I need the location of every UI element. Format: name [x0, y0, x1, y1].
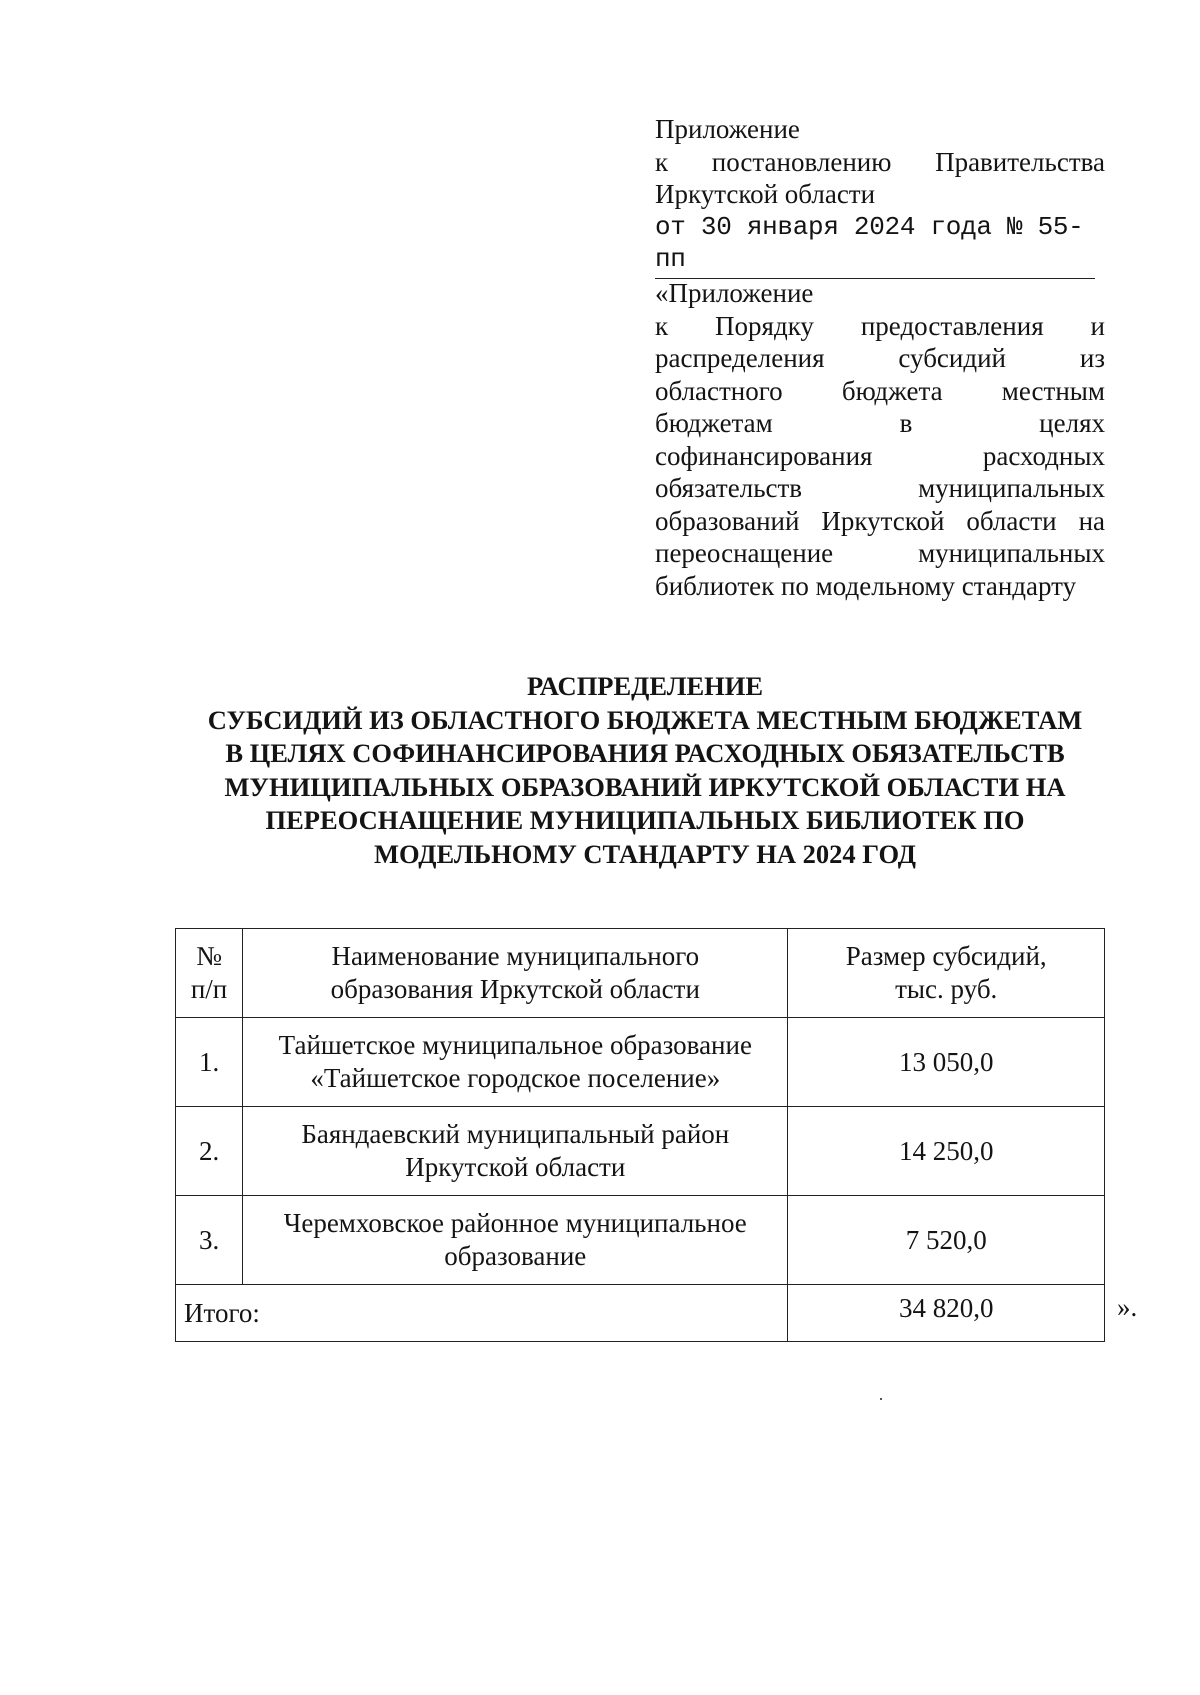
table-row — [176, 1196, 1105, 1285]
appendix-to-decree: к постановлению Правительства — [655, 146, 1105, 177]
total-row — [176, 1285, 1105, 1342]
procedure-appendix-line: обязательств муниципальных — [655, 473, 1105, 503]
total-value: 34 820,0 — [788, 1285, 1105, 1342]
procedure-appendix-line: софинансирования расходных — [655, 440, 1105, 471]
title-line: СУБСИДИЙ ИЗ ОБЛАСТНОГО БЮДЖЕТА МЕСТНЫМ БЮДЖЕТАМ — [207, 704, 1083, 735]
procedure-appendix-block — [655, 277, 1105, 602]
row-municipality — [243, 1196, 788, 1285]
header-municipality-line: образования Иркутской области — [330, 974, 700, 1004]
header-number — [176, 929, 243, 1018]
procedure-appendix-line: «Приложение — [655, 278, 814, 308]
title-line: ПЕРЕОСНАЩЕНИЕ МУНИЦИПАЛЬНЫХ БИБЛИОТЕК ПО — [265, 805, 1025, 835]
scan-speck — [880, 1398, 882, 1400]
procedure-appendix-line: областного бюджета местным — [655, 375, 1105, 406]
table-row — [176, 1018, 1105, 1107]
appendix-region: Иркутской области — [655, 179, 876, 209]
header-municipality — [243, 929, 788, 1018]
row-number: 1. — [176, 1018, 243, 1107]
row-municipality — [243, 1107, 788, 1196]
title-line: РАСПРЕДЕЛЕНИЕ — [526, 671, 764, 701]
procedure-appendix-line: переоснащение муниципальных — [655, 538, 1105, 568]
row-municipality — [243, 1018, 788, 1107]
row-municipality-line: «Тайшетское городское поселение» — [310, 1063, 721, 1093]
row-municipality-line: Черемховское районное муниципальное — [283, 1208, 747, 1238]
procedure-appendix-line: образований Иркутской области на — [655, 505, 1105, 536]
table-row — [176, 1107, 1105, 1196]
document-title — [150, 670, 1140, 871]
title-line: МУНИЦИПАЛЬНЫХ ОБРАЗОВАНИЙ ИРКУТСКОЙ ОБЛАСТИ НА — [224, 771, 1066, 802]
row-amount: 13 050,0 — [788, 1018, 1105, 1107]
header-amount-line: Размер субсидий, — [845, 941, 1047, 971]
row-municipality-line: Тайшетское муниципальное образование — [278, 1030, 752, 1060]
row-number: 3. — [176, 1196, 243, 1285]
procedure-appendix-line: бюджетам в целях — [655, 408, 1105, 438]
title-line: МОДЕЛЬНОМУ СТАНДАРТУ НА 2024 ГОД — [373, 838, 917, 869]
table-header-row — [176, 929, 1105, 1018]
header-amount — [788, 929, 1105, 1018]
total-label: Итого: — [176, 1285, 788, 1342]
subsidy-distribution-table — [175, 928, 1105, 1342]
appendix-title: Приложение — [655, 114, 800, 144]
procedure-appendix-line: распределения субсидий из — [655, 343, 1105, 373]
closing-quote: ». — [1117, 1292, 1138, 1322]
header-amount-line: тыс. руб. — [895, 974, 998, 1004]
header-number-line: № — [196, 941, 222, 971]
row-municipality-line: Иркутской области — [405, 1152, 626, 1182]
row-municipality-line: Баяндаевский муниципальный район — [301, 1119, 730, 1149]
row-amount: 7 520,0 — [788, 1196, 1105, 1285]
decree-date-number: от 30 января 2024 года № 55-пп — [655, 211, 1095, 279]
title-line: В ЦЕЛЯХ СОФИНАНСИРОВАНИЯ РАСХОДНЫХ ОБЯЗАТЕЛЬСТВ — [225, 738, 1065, 768]
header-municipality-line: Наименование муниципального — [331, 941, 700, 971]
procedure-appendix-line: библиотек по модельному стандарту — [655, 570, 1077, 601]
row-municipality-line: образование — [444, 1241, 587, 1271]
procedure-appendix-line: к Порядку предоставления и — [655, 310, 1105, 341]
row-number: 2. — [176, 1107, 243, 1196]
header-number-line: п/п — [190, 974, 228, 1004]
row-amount: 14 250,0 — [788, 1107, 1105, 1196]
appendix-block — [655, 113, 1105, 279]
